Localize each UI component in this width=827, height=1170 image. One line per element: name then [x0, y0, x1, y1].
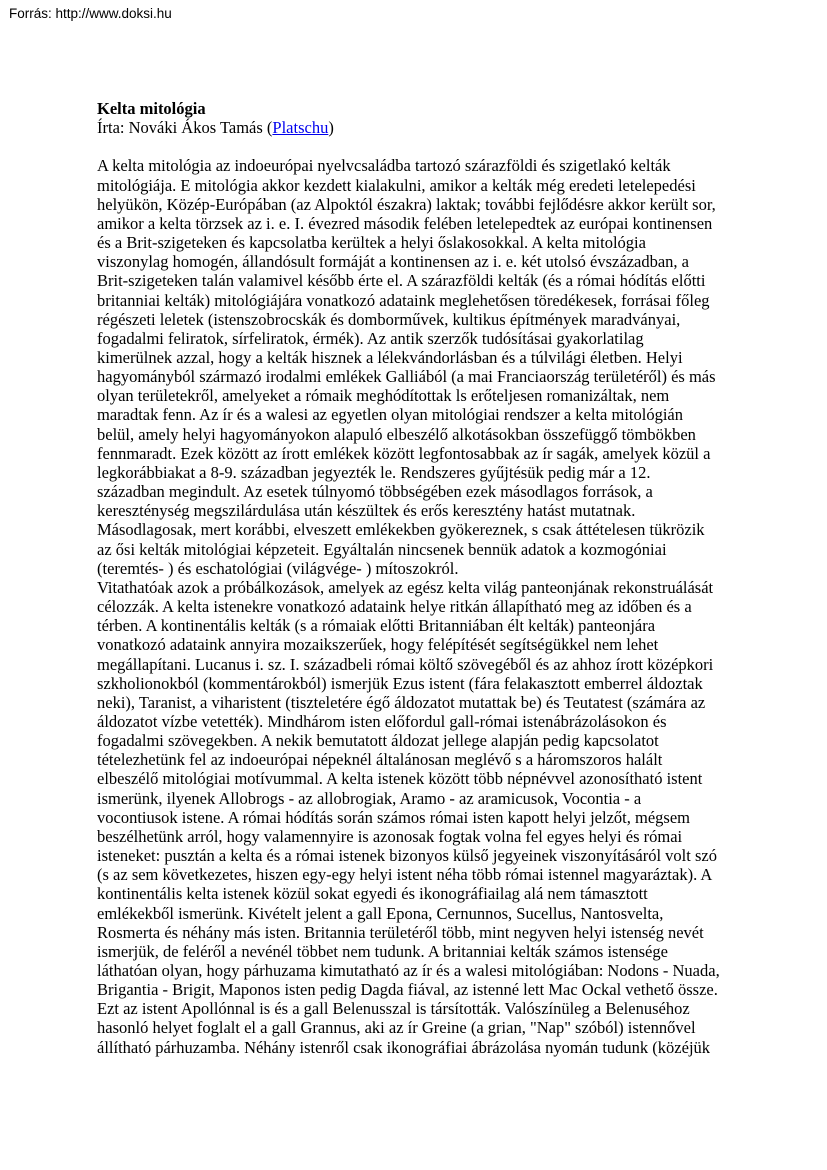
body-text	[97, 156, 777, 1056]
body-line: helyükön, Közép-Európában (az Alpoktól északra) laktak; további fejlődésre akkor került sor,	[97, 194, 716, 214]
body-line: állítható párhuzamba. Néhány istenről csak ikonográfiai ábrázolása nyomán tudunk (közéjük	[97, 1037, 711, 1057]
body-line: régészeti leletek (istenszobrocskák és domborművek, kultikus építmények maradványai,	[97, 309, 681, 329]
body-line: vocontiusok istene. A római hódítás során számos római isten kapott helyi jelzőt, mégsem	[97, 807, 690, 827]
body-line: és a Brit-szigeteken és kapcsolatba kerültek a helyi őslakosokkal. A kelta mitológia	[97, 233, 646, 253]
body-line: Másodlagosak, mert korábbi, elveszett emlékekben gyökereznek, s csak áttételesen tükrözik	[97, 520, 705, 540]
body-line: emlékekből ismerünk. Kivételt jelent a gall Epona, Cernunnos, Sucellus, Nantosvelta,	[97, 903, 664, 923]
body-line: században megindult. Az esetek túlnyomó többségében ezek másodlagos források, a	[97, 482, 653, 502]
body-line: mitológiája. E mitológia akkor kezdett kialakulni, amikor a kelták még eredeti letelepedési	[97, 175, 696, 195]
body-line: amikor a kelta törzsek az i. e. I. évezred második felében letelepedtek az európai kontinensen	[97, 213, 713, 233]
body-line: láthatóan olyan, hogy párhuzama kimutatható az ír és a walesi mitológiában: Nodons - Nuada,	[97, 961, 720, 981]
body-line: legkorábbiakat a 8-9. században jegyezték le. Rendszeres gyűjtésük pedig már a 12.	[97, 462, 651, 482]
source-url-note: Forrás: http://www.doksi.hu	[9, 6, 172, 21]
body-line: beszélhetünk arról, hogy valamennyire is azonosak fogtak volna fel egyes helyi és római	[97, 826, 683, 846]
body-line: áldozatot vízbe vetették). Mindhárom isten előfordul gall-római istenábrázolásokon és	[97, 711, 667, 731]
body-line: isteneket: pusztán a kelta és a római istenek bizonyos külső jegyeinek viszonyításáról volt szó	[97, 846, 717, 866]
document-title: Kelta mitológia	[97, 99, 206, 118]
body-line: ismerjük, de feléről a nevénél többet nem tudunk. A britanniai kelták számos istensége	[97, 941, 668, 961]
body-line: kimerülnek azzal, hogy a kelták hisznek a lélekvándorlásban és a túlvilági életben. Helyi	[97, 348, 683, 368]
body-line: viszonylag homogén, állandósult formáját a kontinensen az i. e. két utolsó évszázadban, a	[97, 252, 689, 272]
body-line: Rosmerta és néhány más isten. Britannia területéről több, mint negyven helyi istenség nevét	[97, 922, 704, 942]
body-line: A kelta mitológia az indoeurópai nyelvcsaládba tartozó szárazföldi és szigetlakó kelták	[97, 156, 671, 176]
body-line: olyan területekről, amelyeket a rómaik meghódítottak ls erőteljesen romanizáltak, nem	[97, 386, 670, 406]
byline-close-paren: )	[328, 118, 334, 138]
body-line: belül, amely helyi hagyományokon alapuló elbeszélő alkotásokban összefüggő tömbökben	[97, 424, 696, 444]
body-line: britanniai kelták) mitológiájára vonatkozó adataink meglehetősen töredékesek, forrásai főleg	[97, 290, 710, 310]
body-line: (teremtés- ) és eschatológiai (világvége- ) mítoszokról.	[97, 558, 459, 578]
body-line: kontinentális kelta istenek közül sokat egyedi és ikonográfiailag alá nem támasztott	[97, 884, 648, 904]
body-line: célozzák. A kelta istenekre vonatkozó adataink helye ritkán állapítható meg az időben és a	[97, 597, 692, 617]
author-link[interactable]: Platschu	[272, 118, 329, 138]
body-line: ismerünk, ilyenek Allobrogs - az allobrogiak, Aramo - az aramicusok, Vocontia - a	[97, 788, 642, 808]
body-line: megállapítani. Lucanus i. sz. I. századbeli római költő szövegéből és az ahhoz írott középkori	[97, 654, 714, 674]
byline-author-text: Írta: Nováki Ákos Tamás (	[97, 118, 273, 138]
body-line: hagyományból származó irodalmi emlékek Galliából (a mai Franciaország területéről) és más	[97, 367, 716, 387]
body-line: fogadalmi szövegekben. A nekik bemutatott áldozat jellege alapján pedig kapcsolatot	[97, 731, 659, 751]
byline	[97, 118, 777, 137]
body-line: hasonló helyet foglalt el a gall Grannus, aki az ír Greine (a grian, "Nap" szóból) istennővel	[97, 1018, 696, 1038]
body-line: szkholionokból (kommentárokból) ismerjük Ezus istent (fára felakasztott emberrel áldoztak	[97, 673, 703, 693]
body-line: kereszténység megszilárdulása után készültek és erős keresztény hatást mutatnak.	[97, 501, 636, 521]
body-line: fogadalmi feliratok, sírfeliratok, érmék). Az antik szerzők tudósításai gyakorlatilag	[97, 328, 644, 348]
body-line: fennmaradt. Ezek között az írott emlékek között legfontosabbak az ír sagák, amelyek közül a	[97, 443, 711, 463]
body-line: (s az sem következetes, hiszen egy-egy helyi istent néha több római istennel magyaráztak). A	[97, 865, 713, 885]
body-line: térben. A kontinentális kelták (s a rómaiak előtti Britanniában élt kelták) panteonjára	[97, 616, 656, 636]
body-line: Brigantia - Brigit, Maponos isten pedig Dagda fiával, az istenné lett Mac Ockal vethető össze.	[97, 980, 718, 1000]
body-line: elbeszélő mitológiai motívummal. A kelta istenek között több népnévvel azonosítható istent	[97, 769, 703, 789]
body-line: Vitathatóak azok a próbálkozások, amelyek az egész kelta világ panteonjának rekonstruálását	[97, 577, 714, 597]
body-line: az ősi kelták mitológiai képzeteit. Egyáltalán nincsenek bennük adatok a kozmogóniai	[97, 539, 667, 559]
body-line: maradtak fenn. Az ír és a walesi az egyetlen olyan mitológiai rendszer a kelta mitológián	[97, 405, 683, 425]
body-line: Ezt az istent Apollónnal is és a gall Belenusszal is társították. Valószínüleg a Belenuséhoz	[97, 999, 690, 1019]
document-content	[97, 99, 777, 1057]
body-line: vonatkozó adataink annyira mozaikszerűek, hogy felépítését segítségükkel nem lehet	[97, 635, 659, 655]
body-line: Brit-szigeteken talán valamivel később érte el. A szárazföldi kelták (és a római hódítás előtti	[97, 271, 706, 291]
body-line: tételezhetünk fel az indoeurópai népeknél általánosan meglévő s a háromszoros halált	[97, 750, 663, 770]
body-line: neki), Taranist, a viharistent (tiszteletére égő áldozatot mutattak be) és Teutatest (számára az	[97, 692, 706, 712]
